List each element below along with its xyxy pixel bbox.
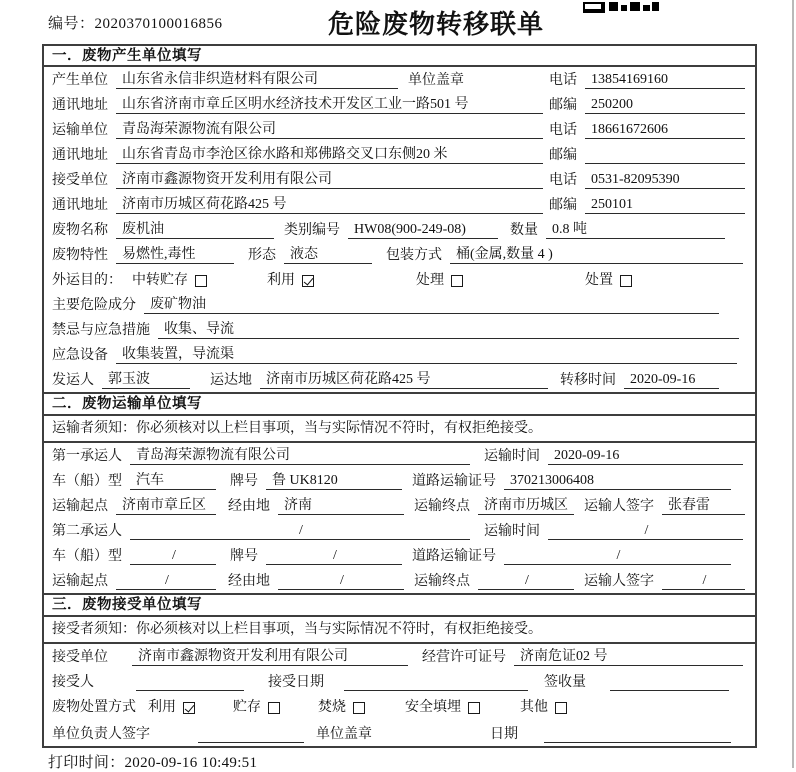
checkbox-checked-icon (302, 275, 314, 287)
unit-seal-label: 单位盖章 (408, 73, 464, 88)
purpose-use-label: 利用 (267, 273, 295, 288)
route-via-label: 经由地 (228, 499, 270, 514)
disposal-option-landfill (405, 699, 480, 716)
route-start-value: 济南市章丘区 (116, 497, 216, 515)
route-end-label: 运输终点 (414, 574, 470, 589)
row-producer-address (44, 92, 755, 117)
second-carrier-value: / (130, 522, 470, 540)
row-receiver-unit (44, 167, 755, 192)
emergency-measures-value: 收集、导流 (158, 321, 739, 339)
purpose-treat-label: 处理 (416, 273, 444, 288)
plate-label: 牌号 (230, 474, 258, 489)
section1-header: 一．废物产生单位填写 (44, 46, 755, 67)
form-state-label: 形态 (248, 248, 276, 263)
disposal-other-label: 其他 (520, 700, 548, 715)
transport-time-label: 运输时间 (484, 524, 540, 539)
disposal-store-label: 贮存 (233, 700, 261, 715)
carrier-sign-label: 运输人签字 (584, 574, 654, 589)
transfer-time-label: 转移时间 (560, 373, 616, 388)
disposal-option-store (233, 699, 280, 716)
disposal-incinerate-label: 焚烧 (318, 700, 346, 715)
transport-time-value: 2020-09-16 (548, 447, 743, 465)
road-permit-2-value: / (504, 547, 731, 565)
row-route-1 (44, 493, 755, 518)
road-permit-value: 370213006408 (504, 472, 731, 490)
checkbox-unchecked-icon (353, 702, 365, 714)
route-start-label: 运输起点 (52, 499, 108, 514)
category-code-label: 类别编号 (284, 223, 340, 238)
row-responsible-sign (44, 719, 755, 746)
acceptor-label: 接受人 (52, 675, 94, 690)
producer-unit-value: 山东省永信非织造材料有限公司 (116, 71, 398, 89)
route-via-label: 经由地 (228, 574, 270, 589)
road-permit-label: 道路运输证号 (412, 474, 496, 489)
row-vehicle-1 (44, 468, 755, 493)
plate-value: 鲁 UK8120 (266, 472, 402, 490)
receiver-notice: 接受者须知：你必须核对以上栏目事项，当与实际情况不符时，有权拒绝接受。 (44, 617, 755, 644)
row-first-carrier (44, 443, 755, 468)
accept-date-label: 接受日期 (268, 675, 324, 690)
waste-name-value: 废机油 (116, 221, 274, 239)
route-start-label: 运输起点 (52, 574, 108, 589)
section3-header: 三．废物接受单位填写 (44, 593, 755, 617)
purpose-option-treat (416, 272, 463, 289)
phone-label: 电话 (549, 173, 577, 188)
transport-zip-value (585, 163, 745, 164)
receiver-unit-value: 济南市鑫源物资开发利用有限公司 (116, 171, 543, 189)
packing-label: 包装方式 (386, 248, 442, 263)
row-transfer-purpose (44, 267, 755, 292)
transport-time-label: 运输时间 (484, 449, 540, 464)
purpose-dispose-label: 处置 (585, 273, 613, 288)
vehicle-type-label: 车（船）型 (52, 549, 122, 564)
carrier-sign-2-value: / (662, 572, 745, 590)
first-carrier-label: 第一承运人 (52, 449, 122, 464)
road-permit-label: 道路运输证号 (412, 549, 496, 564)
destination-label: 运达地 (210, 373, 252, 388)
emergency-equipment-value: 收集装置，导流渠 (116, 346, 737, 364)
print-time: 打印时间：2020-09-16 10:49:51 (48, 755, 258, 771)
transfer-purpose-label: 外运目的： (52, 273, 122, 288)
hazard-components-label: 主要危险成分 (52, 298, 136, 313)
checkbox-unchecked-icon (620, 275, 632, 287)
accept-unit-label: 接受单位 (52, 650, 108, 665)
waste-props-label: 废物特性 (52, 248, 108, 263)
row-route-2 (44, 568, 755, 593)
row-receiver-address (44, 192, 755, 217)
plate-label: 牌号 (230, 549, 258, 564)
transport-unit-label: 运输单位 (52, 123, 108, 138)
disposal-option-use (148, 699, 195, 716)
row-transport-unit (44, 117, 755, 142)
serial-label: 编号： (48, 16, 95, 32)
acceptor-value (136, 690, 244, 691)
receiver-address-label: 通讯地址 (52, 198, 108, 213)
waste-props-value: 易燃性,毒性 (116, 246, 234, 264)
checkbox-unchecked-icon (268, 702, 280, 714)
zip-label: 邮编 (549, 198, 577, 213)
transport-unit-value: 青岛海荣源物流有限公司 (116, 121, 543, 139)
vehicle-type-label: 车（船）型 (52, 474, 122, 489)
plate-2-value: / (266, 547, 402, 565)
checkbox-unchecked-icon (451, 275, 463, 287)
form-state-value: 液态 (284, 246, 372, 264)
row-acceptor (44, 669, 755, 694)
row-shipper (44, 367, 755, 392)
purpose-storage-label: 中转贮存 (132, 273, 188, 288)
transport-phone-value: 18661672606 (585, 121, 745, 139)
serial-number (48, 12, 223, 33)
transfer-time-value: 2020-09-16 (624, 371, 719, 389)
phone-label: 电话 (549, 73, 577, 88)
waste-name-label: 废物名称 (52, 223, 108, 238)
receiver-phone-value: 0531-82095390 (585, 171, 745, 189)
first-carrier-value: 青岛海荣源物流有限公司 (130, 447, 470, 465)
route-end-value: 济南市历城区 (478, 497, 574, 515)
receiver-address-value: 济南市历城区荷花路425 号 (116, 196, 543, 214)
phone-label: 电话 (549, 123, 577, 138)
second-carrier-label: 第二承运人 (52, 524, 122, 539)
transport-address-label: 通讯地址 (52, 148, 108, 163)
row-waste-name (44, 217, 755, 242)
disposal-use-label: 利用 (148, 700, 176, 715)
row-transport-address (44, 142, 755, 167)
responsible-sign-value (198, 742, 304, 743)
shipper-value: 郭玉波 (102, 371, 190, 389)
accept-date-value (344, 690, 528, 691)
row-disposal-method (44, 694, 755, 719)
disposal-option-incinerate (318, 699, 365, 716)
producer-phone-value: 13854169160 (585, 71, 745, 89)
quantity-label: 数量 (510, 223, 538, 238)
receiver-zip-value: 250101 (585, 196, 745, 214)
emergency-equipment-label: 应急设备 (52, 348, 108, 363)
row-waste-props (44, 242, 755, 267)
zip-label: 邮编 (549, 148, 577, 163)
emergency-measures-label: 禁忌与应急措施 (52, 323, 150, 338)
scan-page-edge (792, 0, 794, 768)
row-emergency-measures (44, 317, 755, 342)
purpose-option-dispose (585, 272, 632, 289)
quantity-value: 0.8 吨 (546, 221, 725, 239)
transporter-notice: 运输者须知：你必须核对以上栏目事项，当与实际情况不符时，有权拒绝接受。 (44, 416, 755, 443)
zip-label: 邮编 (549, 98, 577, 113)
checkbox-unchecked-icon (468, 702, 480, 714)
disposal-option-other (520, 699, 567, 716)
route-end-label: 运输终点 (414, 499, 470, 514)
unit-seal-label: 单位盖章 (316, 727, 372, 742)
accept-unit-value: 济南市鑫源物资开发利用有限公司 (132, 648, 408, 666)
disposal-landfill-label: 安全填埋 (405, 700, 461, 715)
license-value: 济南危证02 号 (514, 648, 743, 666)
row-hazard-components (44, 292, 755, 317)
carrier-sign-value: 张春雷 (662, 497, 745, 515)
route-via-2-value: / (278, 572, 404, 590)
producer-address-value: 山东省济南市章丘区明水经济技术开发区工业一路501 号 (116, 96, 543, 114)
serial-value: 2020370100016856 (94, 16, 223, 32)
destination-value: 济南市历城区荷花路425 号 (260, 371, 548, 389)
shipper-label: 发运人 (52, 373, 94, 388)
row-second-carrier (44, 518, 755, 543)
date-label: 日期 (490, 727, 518, 742)
section2-header: 二．废物运输单位填写 (44, 392, 755, 416)
row-vehicle-2 (44, 543, 755, 568)
qr-code-fragment-icon (583, 0, 659, 18)
vehicle-type-2-value: / (130, 547, 216, 565)
received-qty-value (610, 690, 729, 691)
producer-unit-label: 产生单位 (52, 73, 108, 88)
hazard-components-value: 废矿物油 (144, 296, 719, 314)
packing-value: 桶(金属,数量 4 ) (450, 246, 743, 264)
transport-address-value: 山东省青岛市李沧区徐水路和郑佛路交叉口东侧20 米 (116, 146, 543, 164)
checkbox-unchecked-icon (555, 702, 567, 714)
checkbox-unchecked-icon (195, 275, 207, 287)
row-accept-unit (44, 644, 755, 669)
license-label: 经营许可证号 (422, 650, 506, 665)
vehicle-type-value: 汽车 (130, 472, 216, 490)
transport-time-2-value: / (548, 522, 743, 540)
received-qty-label: 签收量 (544, 675, 586, 690)
carrier-sign-label: 运输人签字 (584, 499, 654, 514)
receiver-unit-label: 接受单位 (52, 173, 108, 188)
route-end-2-value: / (478, 572, 574, 590)
manifest-form (42, 44, 757, 748)
category-code-value: HW08(900-249-08) (348, 221, 498, 239)
producer-zip-value: 250200 (585, 96, 745, 114)
disposal-method-label: 废物处置方式 (52, 700, 136, 715)
row-producer-unit (44, 67, 755, 92)
document-header (0, 0, 796, 42)
purpose-option-use (267, 272, 314, 289)
row-emergency-equipment (44, 342, 755, 367)
route-via-value: 济南 (278, 497, 404, 515)
purpose-option-storage (132, 272, 207, 289)
date-value (544, 742, 731, 743)
page-title: 危险废物转移联单 (327, 10, 545, 39)
route-start-2-value: / (116, 572, 216, 590)
responsible-sign-label: 单位负责人签字 (52, 727, 150, 742)
producer-address-label: 通讯地址 (52, 98, 108, 113)
checkbox-checked-icon (183, 702, 195, 714)
